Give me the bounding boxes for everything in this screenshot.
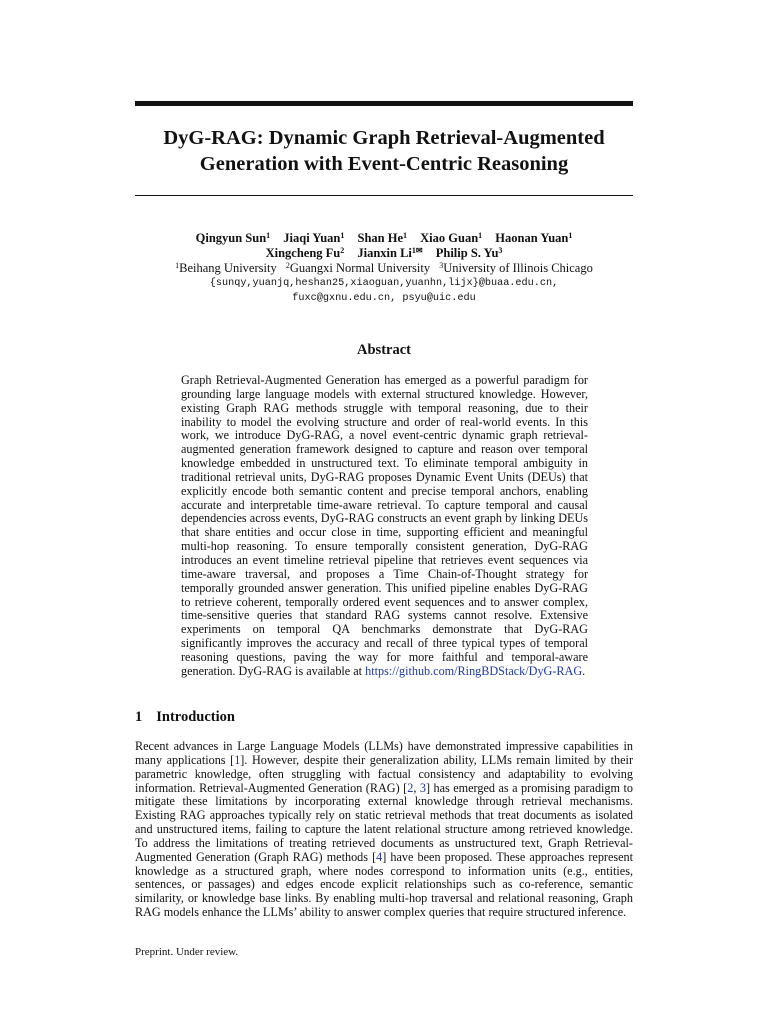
citation-link[interactable]: 3 <box>419 780 426 795</box>
title-line-2: Generation with Event-Centric Reasoning <box>199 153 569 175</box>
affiliation: $^3$University of Illinois Chicago <box>439 261 593 275</box>
citation-separator: , <box>413 780 420 795</box>
author: Xiao Guan$^1$ <box>420 231 483 245</box>
abstract-body: Graph Retrieval-Augmented Generation has emerged as a powerful paradigm for grounding large language models with external structured knowledge. However, existing Graph RAG methods struggle with temporal reasoning, due to their inability to model the evolving structure and order of real-world events. In this work, we introduce DyG-RAG, a novel event-centric dynamic graph retrieval-augmented generation framework designed to capture and reason over temporal knowledge embedded in unstructured text. To eliminate temporal ambiguity in traditional retrieval units, DyG-RAG proposes Dynamic Event Units (DEUs) that explicitly encode both semantic content and precise temporal anchors, enabling accurate and interpretable time-aware retrieval. To capture temporal and causal dependencies across events, DyG-RAG constructs an event graph by linking DEUs that share entities and occur close in time, supporting efficient and meaningful multi-hop reasoning. To ensure temporally consistent generation, DyG-RAG introduces an event timeline retrieval pipeline that retrieves event sequences via time-aware traversal, and proposes a Time Chain-of-Thought strategy for temporally grounded answer generation. This unified pipeline enables DyG-RAG to retrieve coherent, temporally ordered event sequences and to answer complex, time-sensitive queries that standard RAG systems cannot resolve. Extensive experiments on temporal QA benchmarks demonstrate that DyG-RAG significantly improves the accuracy and recall of three typical types of temporal reasoning questions, paving the way for more faithful and temporal-aware generation. DyG-RAG is available at https://github.com/RingBDStack/DyG-RAG. <box>181 373 588 678</box>
citation-link[interactable]: 1 <box>234 752 241 767</box>
author: Philip S. Yu$^3$ <box>435 246 503 260</box>
affiliation: $^1$Beihang University <box>175 261 277 275</box>
citation-link[interactable]: 2 <box>407 780 414 795</box>
citation-link[interactable]: 4 <box>376 849 383 864</box>
authors-line-1 <box>135 231 633 246</box>
section-title: Introduction <box>156 709 235 725</box>
abstract-heading: Abstract <box>357 342 411 358</box>
author: Shan He$^1$ <box>357 231 408 245</box>
emails-line-1: {sunqy,yuanjq,heshan25,xiaoguan,yuanhn,lijx}@buaa.edu.cn, <box>209 278 559 289</box>
author: Qingyun Sun$^1$ <box>195 231 271 245</box>
intro-text: ]. However, despite their generalization ability, LLMs remain limited by their parametric knowledge, often struggling with factual consistency and adaptability to evolving information. Retrieval-Augmented Generation (RAG) [ <box>135 752 633 795</box>
section-number: 1 <box>135 709 143 725</box>
affiliations <box>135 261 633 276</box>
author-block <box>135 231 633 306</box>
affiliation: $^2$Guangxi Normal University <box>285 261 431 275</box>
author: Jianxin $Li^{1✉}$ <box>357 246 423 260</box>
title-rule <box>135 195 633 196</box>
title-line-1: DyG-RAG: Dynamic Graph Retrieval-Augmented <box>163 127 605 149</box>
intro-text: ] have been proposed. These approaches represent knowledge as a structured graph, where nodes correspond to information units (e.g., entities, sentences, or passages) and edges encode explicit relationships such as co-reference, semantic similarity, or knowledge base links. By enabling multi-hop traversal and relational reasoning, Graph RAG models enhance the LLMs’ ability to answer complex queries that require structured inference. <box>135 849 634 920</box>
author: Haonan Yuan$^1$ <box>495 231 573 245</box>
author: Xingcheng Fu$^2$ <box>265 246 345 260</box>
section-heading <box>135 709 235 726</box>
abstract-text: Graph Retrieval-Augmented Generation has emerged as a powerful paradigm for grounding large language models with external structured knowledge. However, existing Graph RAG methods struggle with temporal reasoning, due to their inability to model the evolving structure and order of real-world events. In this work, we introduce DyG-RAG, a novel event-centric dynamic graph retrieval-augmented generation framework designed to capture and reason over temporal knowledge embedded in unstructured text. To eliminate temporal ambiguity in traditional retrieval units, DyG-RAG proposes Dynamic Event Units (DEUs) that explicitly encode both semantic content and precise temporal anchors, enabling accurate and interpretable time-aware retrieval. To capture temporal and causal dependencies across events, DyG-RAG constructs an event graph by linking DEUs that share entities and occur close in time, supporting efficient and meaningful multi-hop reasoning. To ensure temporally consistent generation, DyG-RAG introduces an event timeline retrieval pipeline that retrieves event sequences via time-aware traversal, and proposes a Time Chain-of-Thought strategy for temporally grounded answer generation. This unified pipeline enables DyG-RAG to retrieve coherent, temporally ordered event sequences and to answer complex, time-sensitive queries that standard RAG systems cannot resolve. Extensive experiments on temporal QA benchmarks demonstrate that DyG-RAG significantly improves the accuracy and recall of three typical types of temporal reasoning questions, paving the way for more faithful and temporal-aware generation. DyG-RAG is available at <box>181 373 588 678</box>
intro-text: Recent advances in Large Language Models (LLMs) have demonstrated impressive capabilities in many applications [ <box>135 739 633 767</box>
page-footer: Preprint. Under review. <box>135 946 239 958</box>
top-rule <box>135 101 633 106</box>
authors-line-2 <box>135 246 633 261</box>
emails-line-2: fuxc@gxnu.edu.cn, psyu@uic.edu <box>292 293 476 304</box>
intro-paragraph <box>135 740 633 920</box>
intro-text: ] has emerged as a promising paradigm to mitigate these limitations by incorporating external knowledge through retrieval mechanisms. Existing RAG approaches typically rely on static retrieval methods that treat documents as isolated and unstructured items, failing to capture the latent relational structure among retrieved knowledge. To address the limitations of treating retrieved documents as unstructured text, Graph Retrieval-Augmented Generation (Graph RAG) methods [ <box>135 780 633 864</box>
github-link[interactable]: https://github.com/RingBDStack/DyG-RAG <box>365 663 583 678</box>
author: Jiaqi Yuan$^1$ <box>283 231 345 245</box>
paper-title <box>135 125 633 177</box>
